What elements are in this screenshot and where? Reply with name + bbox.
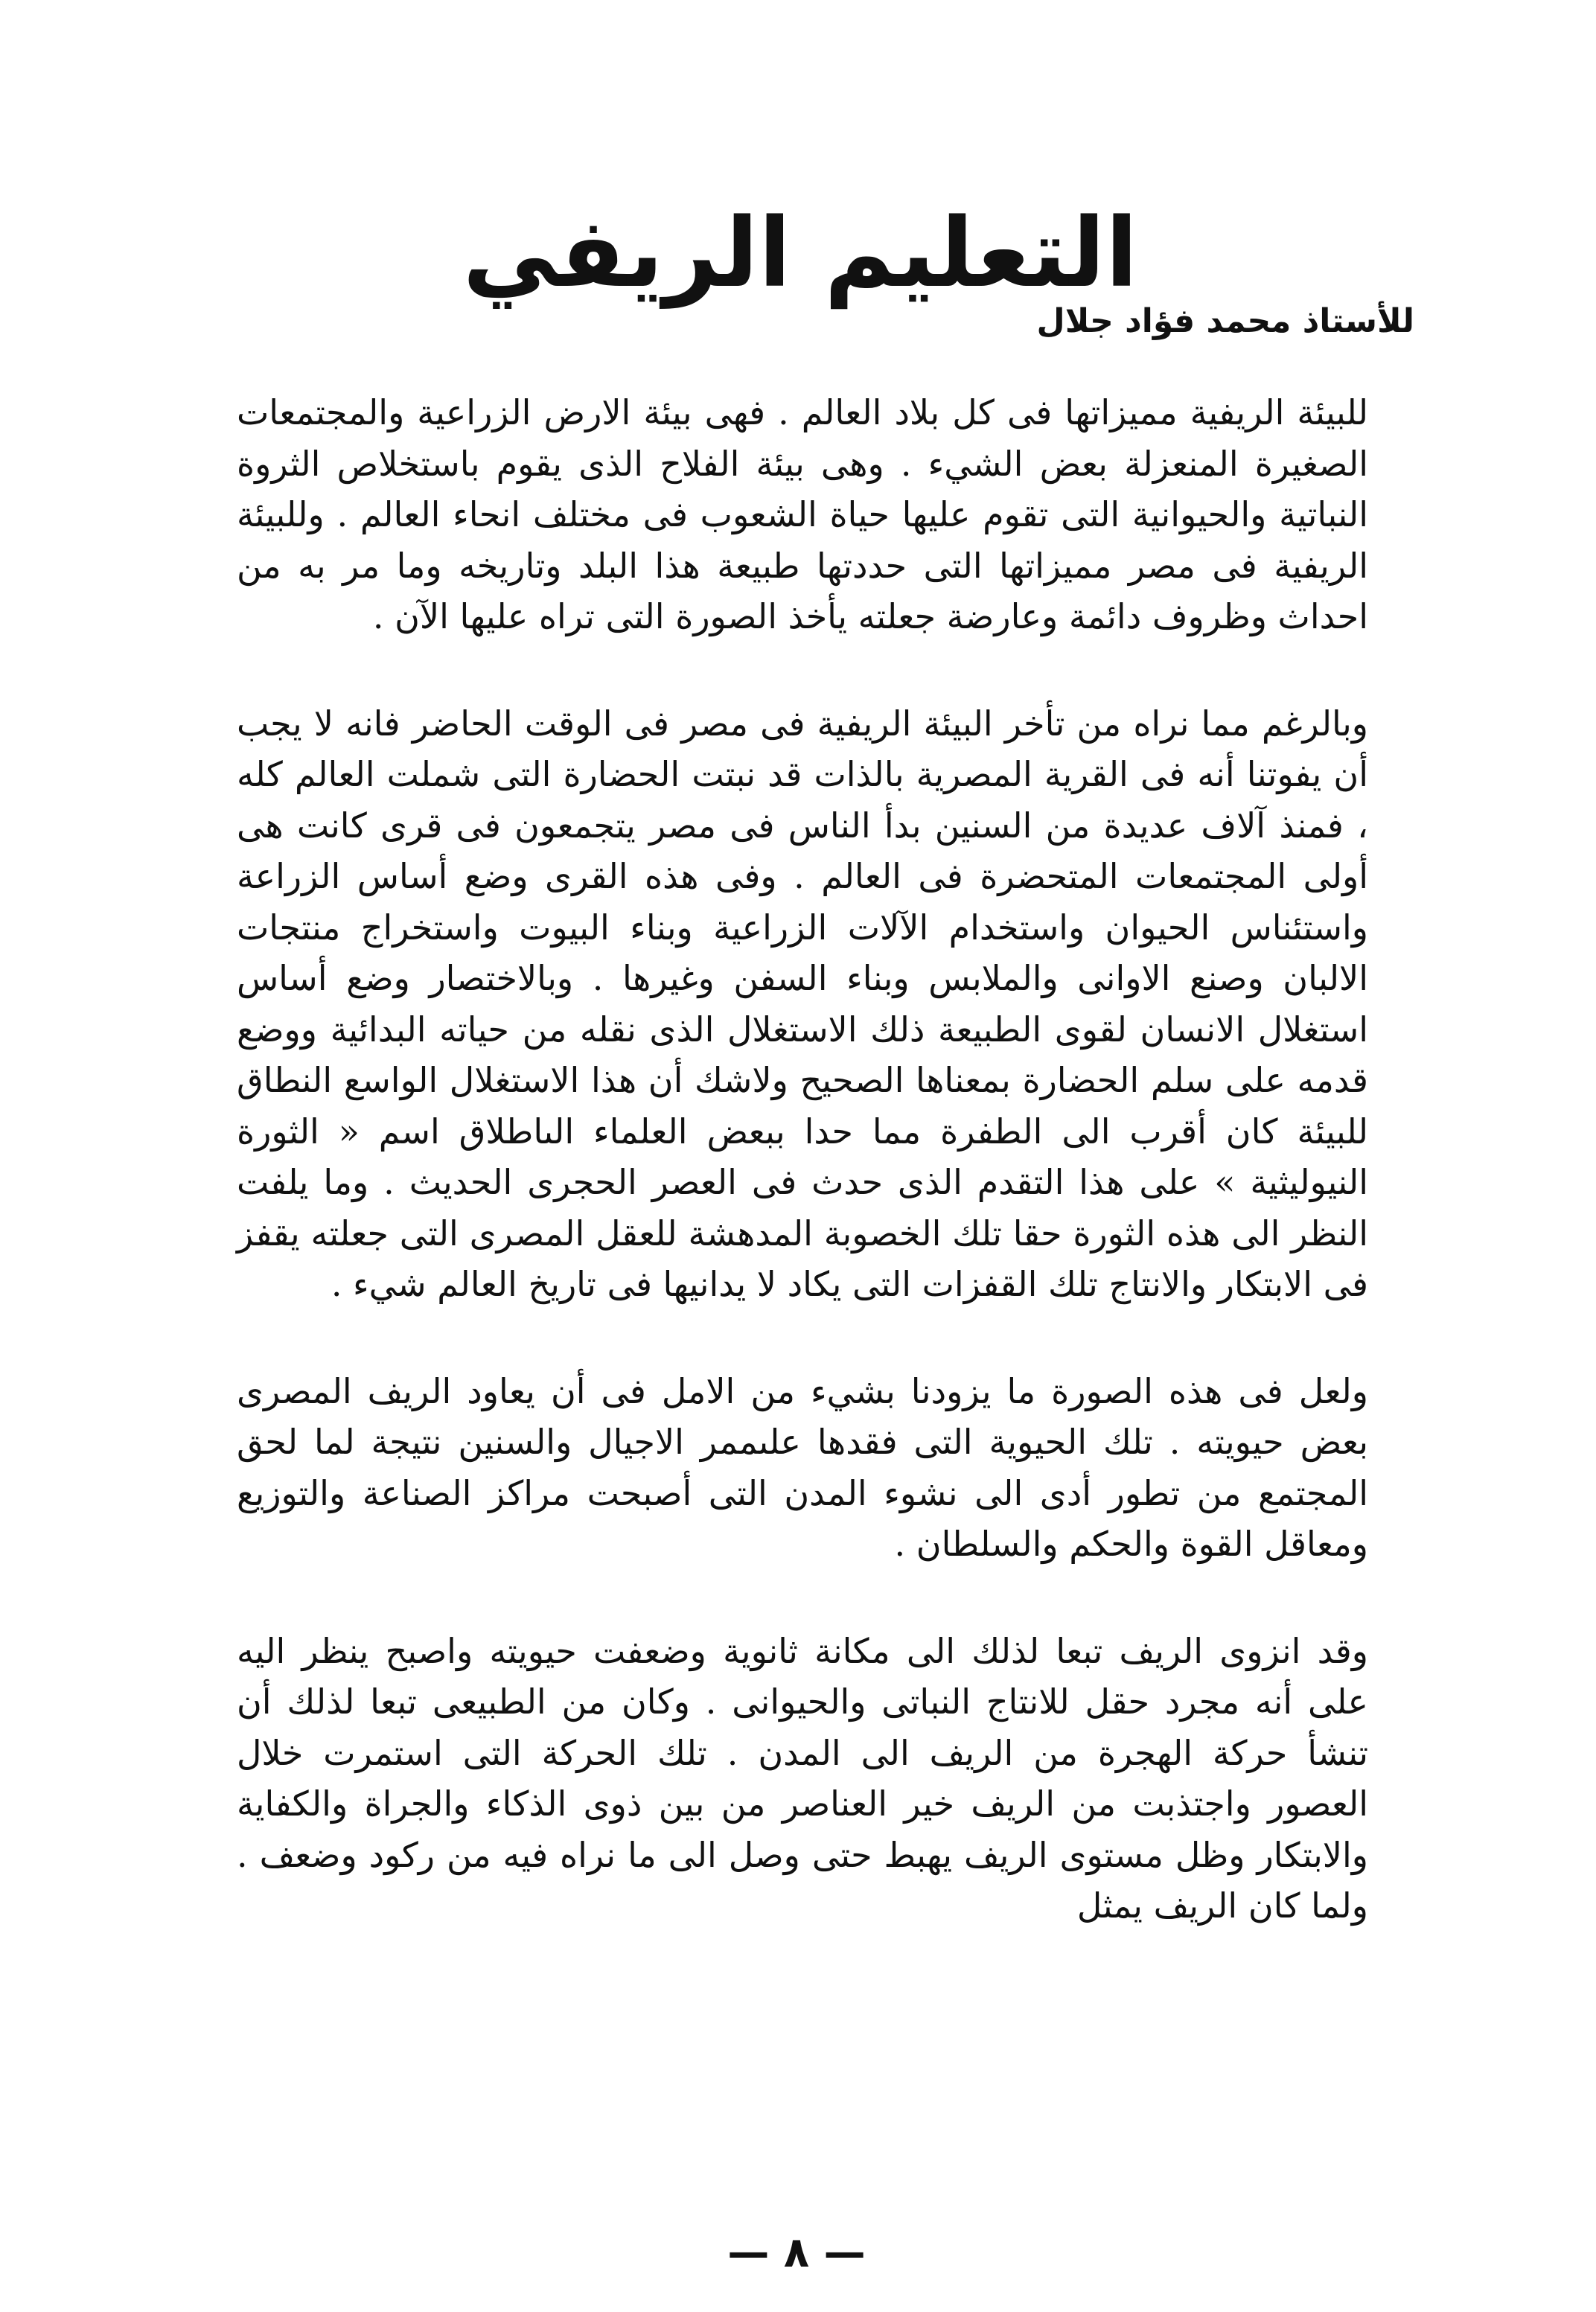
article-body [237, 387, 1368, 1987]
page-number: — ٨ — [727, 2229, 866, 2277]
page-title: التعليم الريفي [462, 197, 1138, 309]
paragraph-2: وبالرغم مما نراه من تأخر البيئة الريفية فى مصر فى الوقت الحاضر فانه لا يجب أن يفوتنا أنه فى القرية المصرية بالذات قد نبتت الحضارة التى شملت العالم كله ، فمنذ آلاف عديدة من السنين بدأ الناس فى مصر يتجمعون فى قرى كانت هى أولى المجتمعات المتحضرة فى العالم . وفى هذه القرى وضع أساس الزراعة واستئناس الحيوان واستخدام الآلات الزراعية وبناء البيوت واستخراج منتجات الالبان وصنع الاوانى والملابس وبناء السفن وغيرها . وبالاختصار وضع أساس استغلال الانسان لقوى الطبيعة ذلك الاستغلال الذى نقله من حياته البدائية ووضع قدمه على سلم الحضارة بمعناها الصحيح ولاشك أن هذا الاستغلال الواسع النطاق للبيئة كان أقرب الى الطفرة مما حدا ببعض العلماء الىاطلاق اسم « الثورة النيوليثية » على هذا التقدم الذى حدث فى العصر الحجرى الحديث . وما يلفت النظر الى هذه الثورة حقا تلك الخصوبة المدهشة للعقل المصرى التى جعلته يقفز فى الابتكار والانتاج تلك القفزات التى يكاد لا يدانيها فى تاريخ العالم شيء . [237, 703, 1369, 1304]
paragraph-1: للبيئة الريفية مميزاتها فى كل بلاد العالم . فهى بيئة الارض الزراعية والمجتمعات الصغيرة المنعزلة بعض الشيء . وهى بيئة الفلاح الذى يقوم باستخلاص الثروة النباتية والحيوانية التى تقوم عليها حياة الشعوب فى مختلف انحاء العالم . وللبيئة الريفية فى مصر مميزاتها التى حددتها طبيعة هذا البلد وتاريخه وما مر به من احداث وظروف دائمة وعارضة جعلته يأخذ الصورة التى تراه عليها الآن . [237, 392, 1368, 636]
paragraph-3: ولعل فى هذه الصورة ما يزودنا بشيء من الامل فى أن يعاود الريف المصرى بعض حيويته . تلك الحيوية التى فقدها علىممر الاجيال والسنين نتيجة لما لحق المجتمع من تطور أدى الى نشوء المدن التى أصبحت مراكز الصناعة والتوزيع ومعاقل القوة والحكم والسلطان . [237, 1370, 1368, 1564]
paragraph-4: وقد انزوى الريف تبعا لذلك الى مكانة ثانوية وضعفت حيويته واصبح ينظر اليه على أنه مجرد حقل للانتاج النباتى والحيوانى . وكان من الطبيعى تبعا لذلك أن تنشأ حركة الهجرة من الريف الى المدن . تلك الحركة التى استمرت خلال العصور واجتذبت من الريف خير العناصر من بين ذوى الذكاء والجراة والكفاية والابتكار وظل مستوى الريف يهبط حتى وصل الى ما نراه فيه من ركود وضعف . ولما كان الريف يمثل [237, 1630, 1368, 1926]
author-byline: للأستاذ محمد فؤاد جلال [1036, 302, 1414, 340]
